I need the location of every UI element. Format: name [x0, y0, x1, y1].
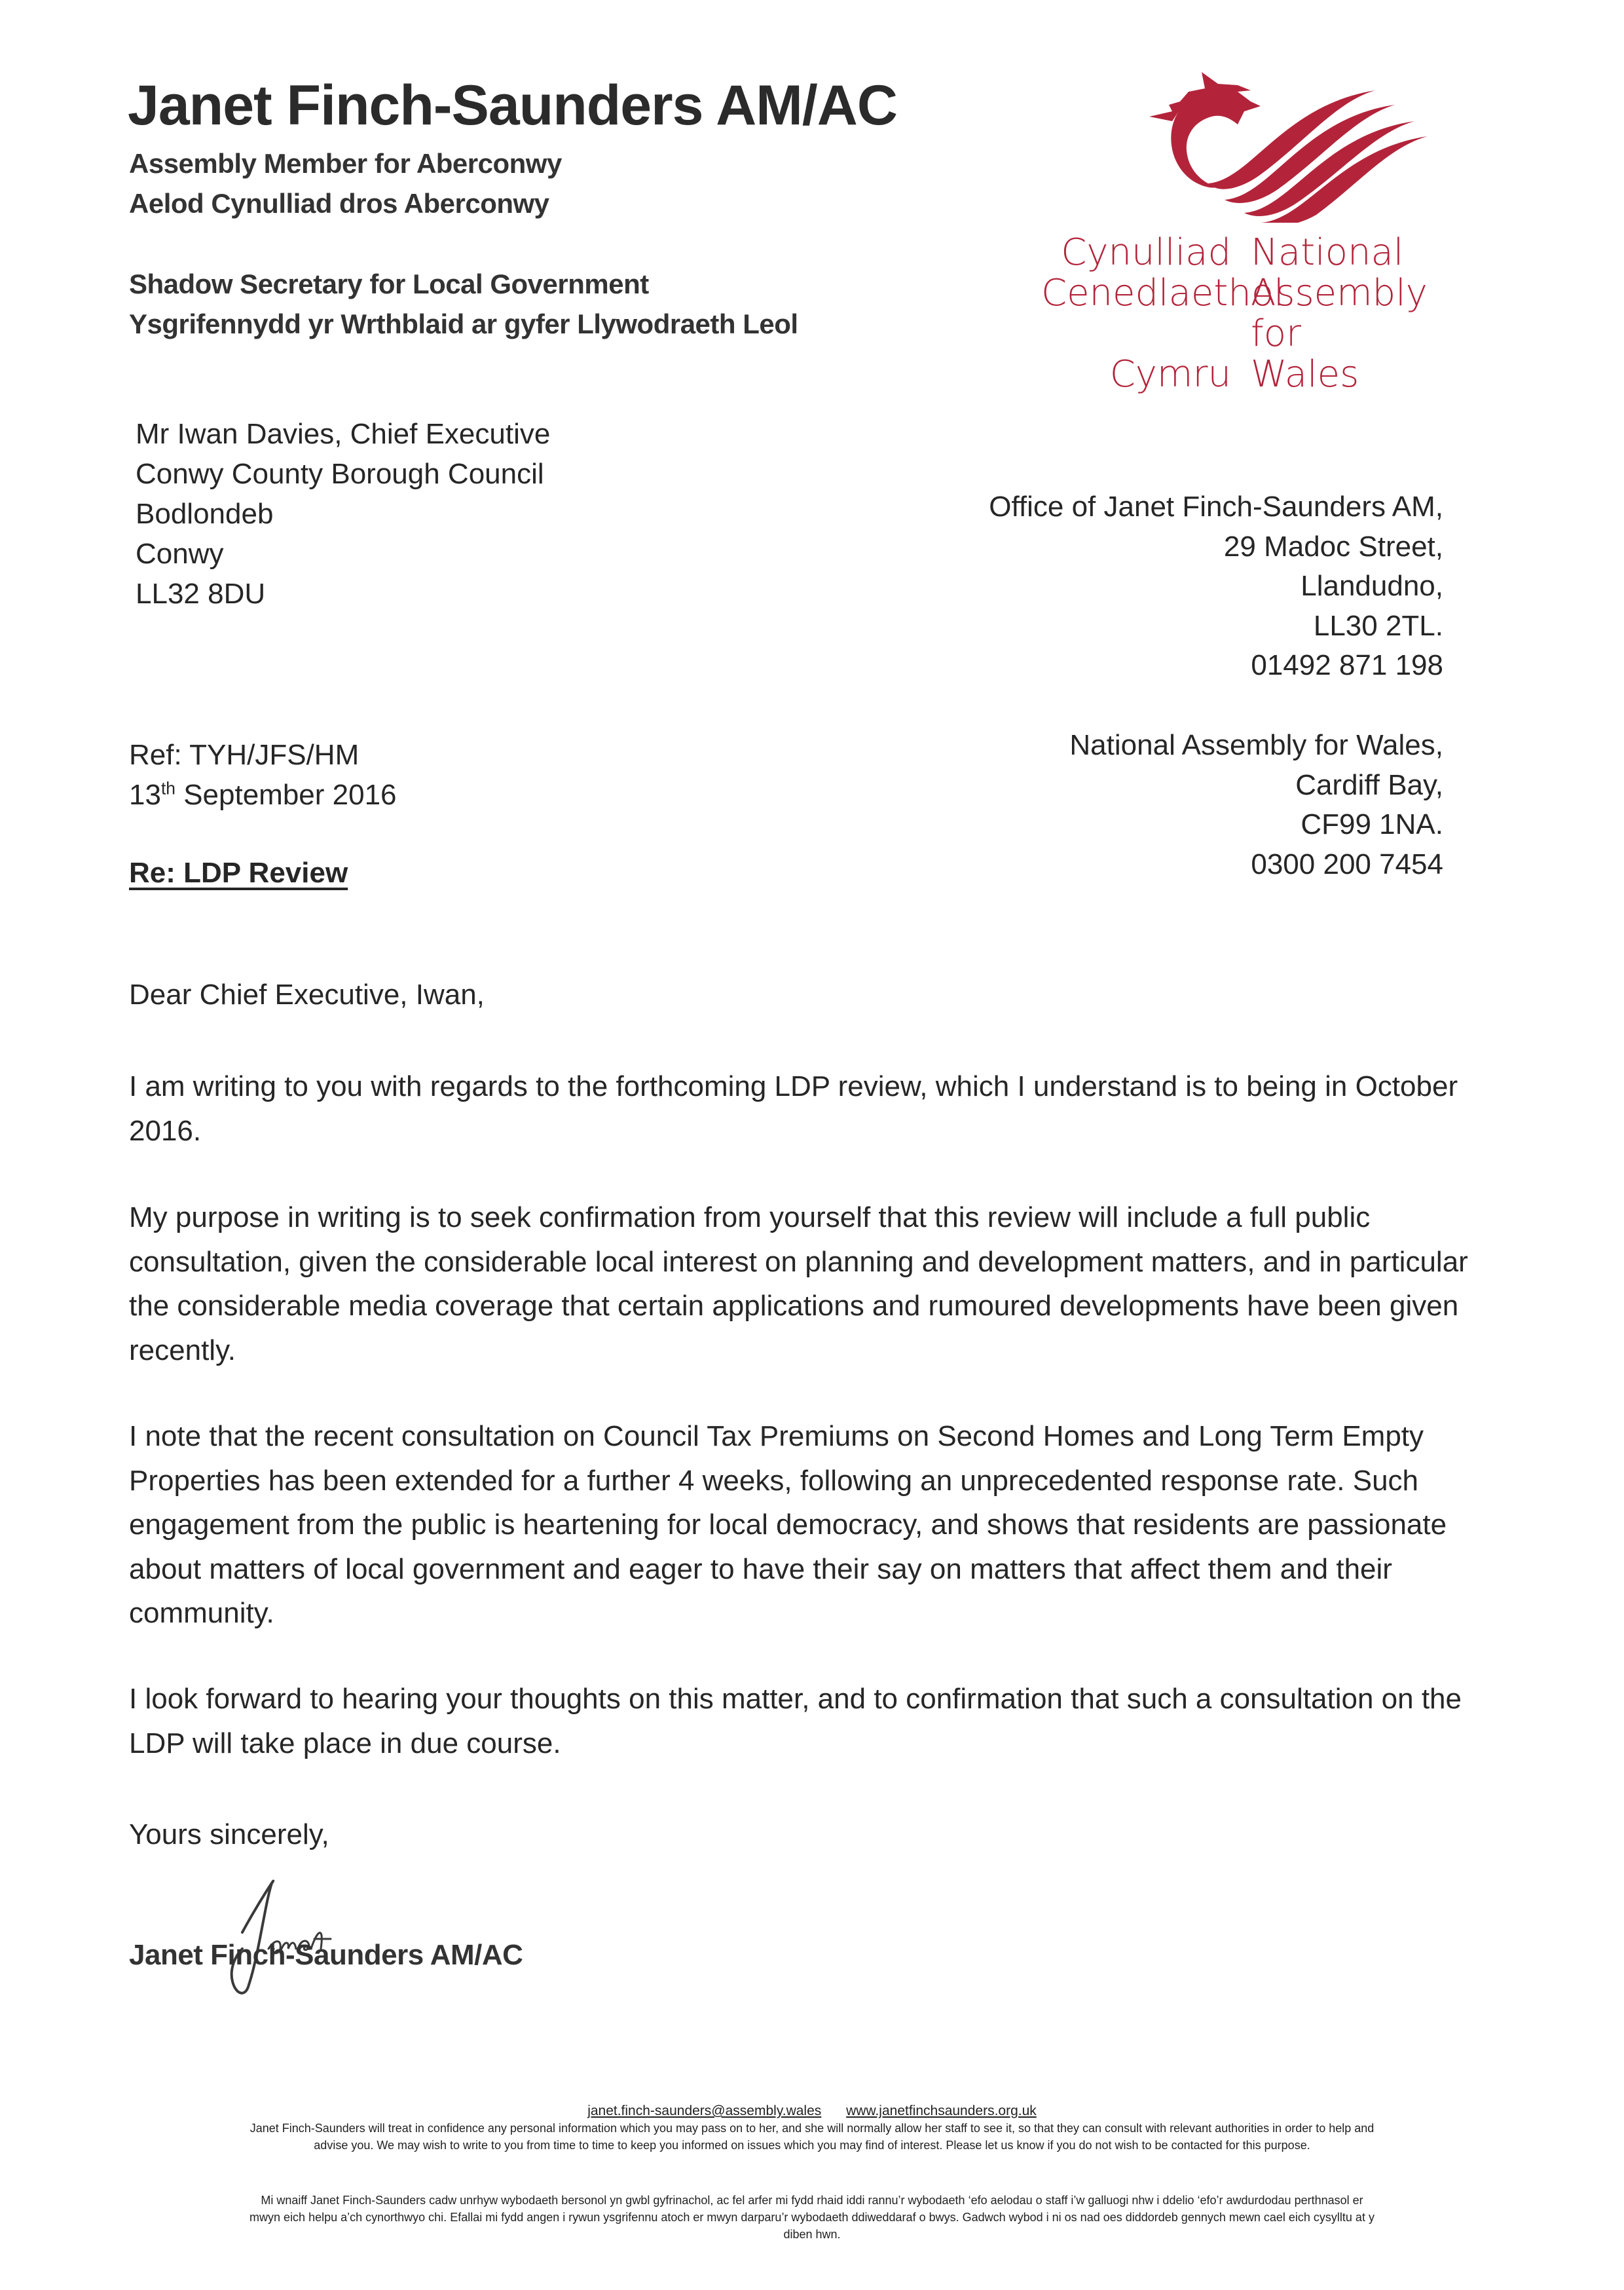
- signatory-name: Janet Finch-Saunders AM/AC: [129, 1939, 523, 1971]
- privacy-notice-cy: Mi wnaiff Janet Finch-Saunders cadw unrhyw wybodaeth bersonol yn gwbl gyfrinachol, ac fel arfer mi fydd rhaid iddi rannu’r wybodaeth ‘efo aelodau o staff i’w galluogi nhw i ddelio ‘efo’r awdurdodau perthnasol er mwyn eich helpu a’ch cynorthwyo chi. Efallai mi fydd angen i rywun ysgrifennu atoch er mwyn darparu’r wybodaeth ddiweddaraf o bwys. Gadwch wybod i ni os nad oes diddordeb gennych mewn cael eich cysylltu at y diben hwn.: [249, 2194, 1375, 2241]
- letterhead-role-en: Assembly Member for Aberconwy: [129, 148, 562, 179]
- office-phone: 01492 871 198: [1251, 649, 1443, 681]
- letterhead-name: Janet Finch-Saunders AM/AC: [128, 74, 897, 137]
- office-line: 29 Madoc Street,: [1223, 530, 1443, 563]
- wordmark-cy-2: Cenedlaethol: [1041, 272, 1284, 314]
- assembly-line: CF99 1NA.: [1301, 808, 1443, 840]
- footer-links: [249, 2103, 1375, 2120]
- date-suffix: th: [160, 778, 175, 798]
- recipient-line: LL32 8DU: [136, 578, 266, 610]
- closing: Yours sincerely,: [129, 1818, 329, 1850]
- assembly-phone: 0300 200 7454: [1251, 848, 1443, 880]
- assembly-wordmark: [1041, 233, 1473, 395]
- dragon-logo-icon: [1139, 66, 1428, 223]
- assembly-line: Cardiff Bay,: [1295, 768, 1443, 801]
- recipient-line: Mr Iwan Davies, Chief Executive: [136, 418, 551, 450]
- wordmark-cy-1: Cynulliad: [1061, 231, 1231, 274]
- subject-line: Re: LDP Review: [129, 857, 348, 889]
- paragraph-3: I note that the recent consultation on Council Tax Premiums on Second Homes and Long Term Empty Properties has been extended for a further 4 weeks, following an unprecedented response rate. Such engagement from the public is heartening for local democracy, and shows that residents are passionate about matters of local government and eager to have their say on matters that affect them and their community.: [129, 1420, 1447, 1629]
- recipient-line: Conwy County Borough Council: [136, 458, 544, 490]
- wordmark-en-3: Wales: [1251, 353, 1359, 396]
- letterhead-role-cy: Aelod Cynulliad dros Aberconwy: [129, 188, 549, 219]
- office-line: Office of Janet Finch-Saunders AM,: [989, 491, 1443, 523]
- sender-office-address: [989, 487, 1443, 686]
- date-day: 13: [129, 779, 161, 811]
- paragraph-1: I am writing to you with regards to the forthcoming LDP review, which I understand is to being in October 2016.: [129, 1070, 1458, 1147]
- wordmark-en-2: Assembly for: [1251, 272, 1428, 355]
- letterhead-shadow-en: Shadow Secretary for Local Government: [129, 269, 649, 299]
- sender-assembly-address: [1069, 726, 1443, 884]
- date-month-year: September 2016: [175, 779, 397, 811]
- email-link[interactable]: janet.finch-saunders@assembly.wales: [587, 2103, 822, 2118]
- reference-block: [129, 735, 397, 815]
- letter-date: [129, 775, 397, 815]
- letterhead-shadow-cy: Ysgrifennydd yr Wrthblaid ar gyfer Llywodraeth Leol: [129, 309, 798, 339]
- assembly-line: National Assembly for Wales,: [1069, 729, 1443, 761]
- salutation: Dear Chief Executive, Iwan,: [129, 979, 485, 1011]
- recipient-line: Conwy: [136, 538, 224, 570]
- recipient-address: [136, 414, 550, 614]
- privacy-notice-en: Janet Finch-Saunders will treat in confidence any personal information which you may pass on to her, and she will normally allow her staff to see it, so that they can consult with relevant authorities in order to help and advise you. We may wish to write to you from time to time to keep you informed on issues which you may find of interest. Please let us know if you do not wish to be contacted for this purpose.: [249, 2122, 1375, 2152]
- reference-number: Ref: TYH/JFS/HM: [129, 739, 360, 771]
- paragraph-4: I look forward to hearing your thoughts on this matter, and to confirmation that such a consultation on the LDP will take place in due course.: [129, 1683, 1462, 1759]
- wordmark-en-1: National: [1251, 231, 1404, 274]
- office-line: LL30 2TL.: [1313, 609, 1443, 642]
- recipient-line: Bodlondeb: [136, 498, 274, 530]
- paragraph-2: My purpose in writing is to seek confirmation from yourself that this review will include a full public consultation, given the considerable local interest on planning and development matters, and in particular the considerable media coverage that certain applications and rumoured developments have been given recently.: [129, 1201, 1468, 1366]
- wordmark-cy-3: Cymru: [1109, 353, 1231, 396]
- website-link[interactable]: www.janetfinchsaunders.org.uk: [846, 2103, 1037, 2118]
- office-line: Llandudno,: [1301, 570, 1443, 602]
- handwritten-signature: [203, 1857, 367, 2014]
